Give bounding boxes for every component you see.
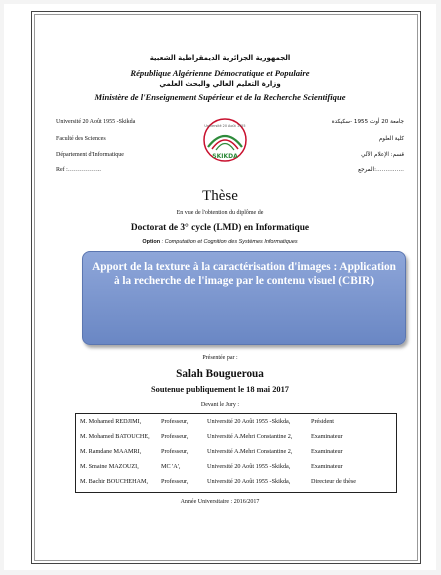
- jury-label: Devant le Jury :: [200, 402, 240, 408]
- left-ref: Ref :……………..: [56, 167, 101, 173]
- jury-member-name: M. Ramdane MAAMRI,: [80, 448, 142, 455]
- presented-by: Présentée par :: [202, 355, 238, 361]
- right-faculty: كلية العلوم: [378, 136, 404, 142]
- jury-member-name: M. Mohamed REDJIMI,: [80, 418, 142, 425]
- jury-member-name: M. Smaine MAZOUZI,: [80, 463, 139, 470]
- author-name: Salah Bougueroua: [176, 368, 264, 380]
- option-value: : Computation et Cognition des Systèmes Informatiques: [161, 239, 298, 245]
- jury-member-name: M. Bachir BOUCHEHAM,: [80, 478, 149, 485]
- jury-member-role: Président: [311, 418, 335, 425]
- left-faculty: Faculté des Sciences: [56, 136, 106, 142]
- left-university: Université 20 Août 1955 -Skikda: [56, 119, 136, 125]
- jury-member-role: Directeur de thèse: [311, 478, 357, 485]
- jury-row: [76, 433, 398, 445]
- jury-member-role: Examinateur: [311, 448, 343, 455]
- jury-row: [76, 418, 398, 430]
- jury-member-institution: Université 20 Août 1955 -Skikda,: [207, 463, 291, 470]
- jury-table: [75, 413, 397, 493]
- jury-row: [76, 448, 398, 460]
- right-department: قسم: الإعلام الآلي: [361, 152, 404, 158]
- jury-member-institution: Université 20 Août 1955 -Skikda,: [207, 478, 291, 485]
- option-label: Option: [142, 239, 161, 245]
- option-line: [4, 239, 436, 245]
- degree: Doctorat de 3° cycle (LMD) en Informatique: [130, 223, 310, 233]
- right-ref: المرجع:……………: [358, 167, 404, 173]
- jury-member-institution: Université A.Mehri Constantine 2,: [207, 448, 293, 455]
- header-arabic-ministry: وزارة التعليم العالي والبحث العلمي: [159, 80, 281, 88]
- jury-member-rank: Professeur,: [161, 448, 189, 455]
- right-university: جامعة 20 أوت 1955 -سكيكدة: [331, 119, 404, 125]
- logo-ring-text: Université 20 Août 1955: [204, 124, 246, 128]
- jury-row: [76, 463, 398, 475]
- header-arabic-republic: الجمهورية الجزائرية الديمقراطية الشعبية: [149, 54, 291, 62]
- header-french-republic: République Algérienne Démocratique et Populaire: [130, 68, 310, 78]
- defense-date: Soutenue publiquement le 18 mai 2017: [151, 385, 289, 394]
- header-french-ministry: Ministère de l'Enseignement Supérieur et de la Recherche Scientifique: [94, 92, 346, 102]
- jury-member-rank: MC 'A',: [161, 463, 181, 470]
- document-subtitle: En vue de l'obtention du diplôme de: [176, 210, 264, 216]
- left-department: Département d'Informatique: [56, 152, 124, 158]
- jury-member-rank: Professeur,: [161, 433, 189, 440]
- jury-member-role: Examinateur: [311, 433, 343, 440]
- logo-name: SKIKDA: [212, 153, 238, 160]
- jury-member-name: M. Mohamed BATOUCHE,: [80, 433, 150, 440]
- academic-year: Année Universitaire : 2016/2017: [180, 499, 260, 505]
- jury-row: [76, 478, 398, 490]
- jury-member-institution: Université 20 Août 1955 -Skikda,: [207, 418, 291, 425]
- document-title: Thèse: [202, 188, 238, 204]
- jury-member-rank: Professeur,: [161, 478, 189, 485]
- university-logo: [202, 117, 248, 163]
- thesis-title-box: [82, 251, 406, 345]
- jury-member-role: Examinateur: [311, 463, 343, 470]
- jury-member-rank: Professeur,: [161, 418, 189, 425]
- document-page: [4, 4, 436, 570]
- thesis-title: Apport de la texture à la caractérisation d'images : Application à la recherche de l'image par le contenu visuel (CBIR): [92, 261, 396, 287]
- jury-member-institution: Université A.Mehri Constantine 2,: [207, 433, 293, 440]
